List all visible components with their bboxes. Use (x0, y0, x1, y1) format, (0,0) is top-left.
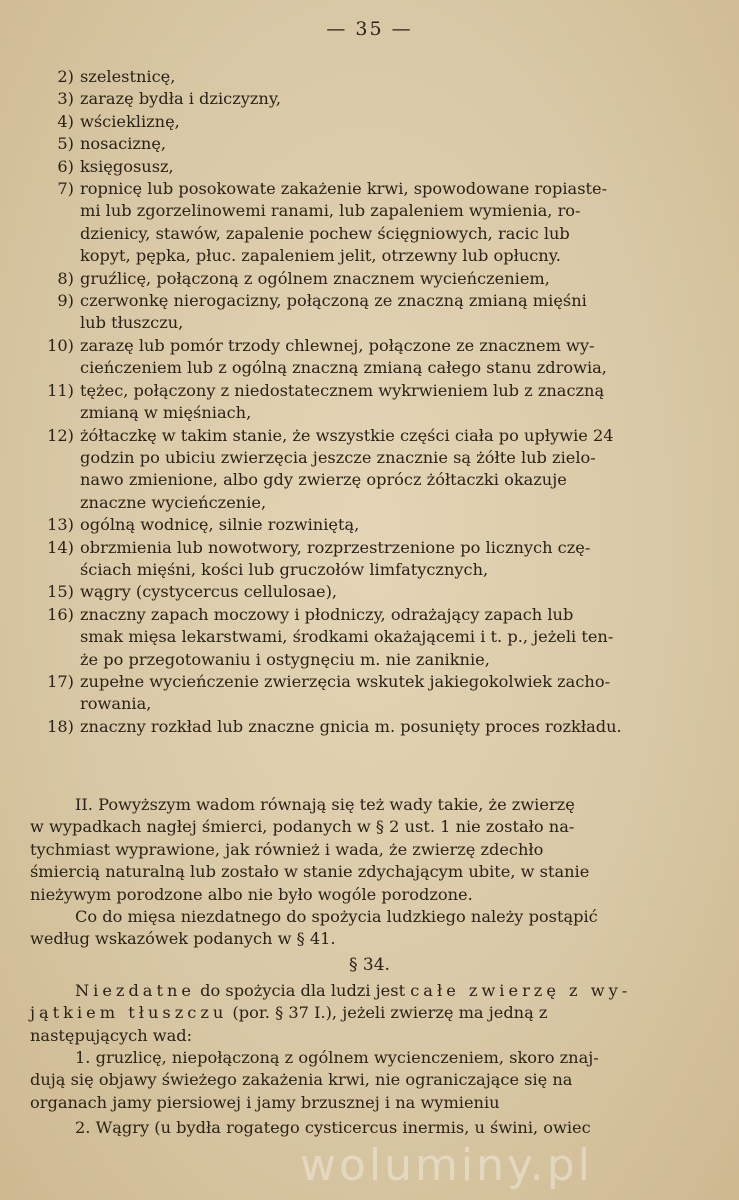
list-item (38, 425, 663, 515)
item-text (80, 335, 663, 380)
list-item (38, 604, 663, 671)
text-line: II. Powyższym wadom równają się też wady takie, że zwierzę (75, 795, 575, 814)
text-line: rowania, (80, 694, 152, 714)
item-text (80, 88, 663, 110)
list-item (38, 111, 663, 133)
list-item (38, 537, 663, 582)
text-line: obrzmienia lub nowotwory, rozprzestrzenione po licznych czę- (80, 537, 591, 557)
item-number: 5) (57, 134, 74, 154)
text-line: znaczne wycieńczenie, (80, 492, 267, 512)
paragraph-34 (30, 980, 657, 1047)
item-number: 11) (47, 380, 74, 400)
page-number: — 35 — (326, 18, 413, 40)
item-number: 7) (57, 179, 74, 199)
list-item (38, 581, 663, 603)
list-item (38, 156, 663, 178)
item-number: 10) (47, 335, 74, 355)
subpoint-2 (30, 1117, 657, 1139)
subpoint-1 (30, 1047, 657, 1114)
text: do spożycia dla ludzi jest (194, 981, 411, 1000)
paragraph-meat (30, 906, 657, 951)
text-line: godzin po ubiciu zwierzęcia jeszcze znacznie są żółte lub zielo- (80, 447, 596, 467)
text-line: według wskazówek podanych w § 41. (30, 929, 336, 949)
text-line: kopyt, pępka, płuc. zapaleniem jelit, otrzewny lub opłucny. (80, 246, 561, 266)
list-item (38, 671, 663, 716)
text-line: 2. Wągry (u bydła rogatego cysticercus inermis, u świni, owiec (75, 1118, 591, 1137)
list-item (38, 290, 663, 335)
item-text (80, 156, 663, 178)
text-line: śmiercią naturalną lub zostało w stanie zdychającym ubite, w stanie (30, 862, 590, 882)
text-line: zarazę bydła i dziczyzny, (80, 89, 281, 109)
item-text (80, 178, 663, 268)
text-line: zarazę lub pomór trzody chlewnej, połączone ze znacznem wy- (80, 335, 595, 355)
item-text (80, 425, 663, 515)
text-line: organach jamy piersiowej i jamy brzusznej i na wymieniu (30, 1092, 500, 1112)
text-line: 1. gruzlicę, niepołączoną z ogólnem wycienczeniem, skoro znaj- (75, 1048, 599, 1067)
text-line: że po przegotowaniu i ostygnęciu m. nie zaniknie, (80, 649, 490, 669)
item-text (80, 537, 663, 582)
item-number: 6) (57, 156, 74, 176)
item-number: 17) (47, 671, 74, 691)
text-line: dzienicy, stawów, zapalenie pochew ścięgniowych, racic lub (80, 223, 570, 243)
item-number: 12) (47, 425, 74, 445)
text-line: nawo zmienione, albo gdy zwierzę oprócz żółtaczki okazuje (80, 470, 567, 490)
text-line: ogólną wodnicę, silnie rozwiniętą, (80, 515, 360, 535)
list-item (38, 66, 663, 88)
text-line: znaczny rozkład lub znaczne gnicia m. posunięty proces rozkładu. (80, 716, 622, 736)
item-text (80, 581, 663, 603)
item-text (80, 66, 663, 88)
section-heading: § 34. (349, 955, 390, 975)
text-line: tężec, połączony z niedostatecznem wykrwieniem lub z znaczną (80, 380, 605, 400)
text-line: ropnicę lub posokowate zakażenie krwi, spowodowane ropiaste- (80, 179, 608, 199)
text-line: Co do mięsa niezdatnego do spożycia ludzkiego należy postąpić (75, 907, 598, 926)
paragraph-II (30, 794, 657, 906)
text-line: zupełne wycieńczenie zwierzęcia wskutek jakiegokolwiek zacho- (80, 671, 611, 691)
item-number: 2) (57, 67, 74, 86)
text-line: wściekliznę, (80, 111, 180, 131)
text-line: żółtaczkę w takim stanie, że wszystkie części ciała po upływie 24 (80, 425, 614, 445)
list-item (38, 178, 663, 268)
text-line: nosaciznę, (80, 134, 167, 154)
item-number: 3) (57, 89, 74, 109)
spaced-term: całe zwierzę z wy- (410, 981, 632, 1000)
list-item (38, 514, 663, 536)
text-line: dują się objawy świeżego zakażenia krwi, nie ograniczające się na (30, 1070, 573, 1090)
disease-list (38, 66, 663, 738)
item-number: 15) (47, 582, 74, 602)
text-line: wągry (cystycercus cellulosae), (80, 582, 338, 602)
spaced-term: jątkiem tłuszczu (30, 1003, 228, 1023)
text-line: mi lub zgorzelinowemi ranami, lub zapaleniem wymienia, ro- (80, 201, 581, 221)
item-text (80, 671, 663, 716)
text-line: gruźlicę, połączoną z ogólnem znacznem wycieńczeniem, (80, 268, 550, 288)
spaced-term: Niezdatne (75, 981, 195, 1000)
item-number: 18) (47, 716, 74, 736)
item-text (80, 380, 663, 425)
text: następujących wad: (30, 1025, 193, 1045)
text-line: nieżywym porodzone albo nie było wogóle porodzone. (30, 884, 473, 904)
list-item (38, 88, 663, 110)
text-line: tychmiast wyprawione, jak również i wada, że zwierzę zdechło (30, 839, 544, 859)
text-line: zmianą w mięśniach, (80, 403, 252, 423)
list-item (38, 133, 663, 155)
item-number: 9) (57, 291, 74, 311)
text-line: szelestnicę, (80, 67, 176, 86)
item-text (80, 514, 663, 536)
list-item (38, 335, 663, 380)
list-item (38, 716, 663, 738)
item-number: 16) (47, 604, 74, 624)
item-text (80, 268, 663, 290)
item-text (80, 111, 663, 133)
item-text (80, 290, 663, 335)
item-number: 13) (47, 515, 74, 535)
list-item (38, 380, 663, 425)
item-number: 4) (57, 111, 74, 131)
item-text (80, 604, 663, 671)
item-text (80, 716, 663, 738)
text-line: cieńczeniem lub z ogólną znaczną zmianą całego stanu zdrowia, (80, 358, 607, 378)
watermark: woluminy.pl (300, 1140, 593, 1191)
item-number: 14) (47, 537, 74, 557)
text: (por. § 37 I.), jeżeli zwierzę ma jedną z (227, 1003, 548, 1023)
list-item (38, 268, 663, 290)
text-line: w wypadkach nagłej śmierci, podanych w § 2 ust. 1 nie zostało na- (30, 817, 575, 837)
text-line: smak mięsa lekarstwami, środkami okażającemi i t. p., jeżeli ten- (80, 627, 614, 647)
text-line: znaczny zapach moczowy i płodniczy, odrażający zapach lub (80, 604, 574, 624)
item-text (80, 133, 663, 155)
text-line: ściach mięśni, kości lub gruczołów limfatycznych, (80, 559, 489, 579)
text-line: lub tłuszczu, (80, 313, 184, 333)
item-number: 8) (57, 268, 74, 288)
text-line: czerwonkę nierogacizny, połączoną ze znaczną zmianą mięśni (80, 291, 587, 311)
text-line: księgosusz, (80, 156, 174, 176)
